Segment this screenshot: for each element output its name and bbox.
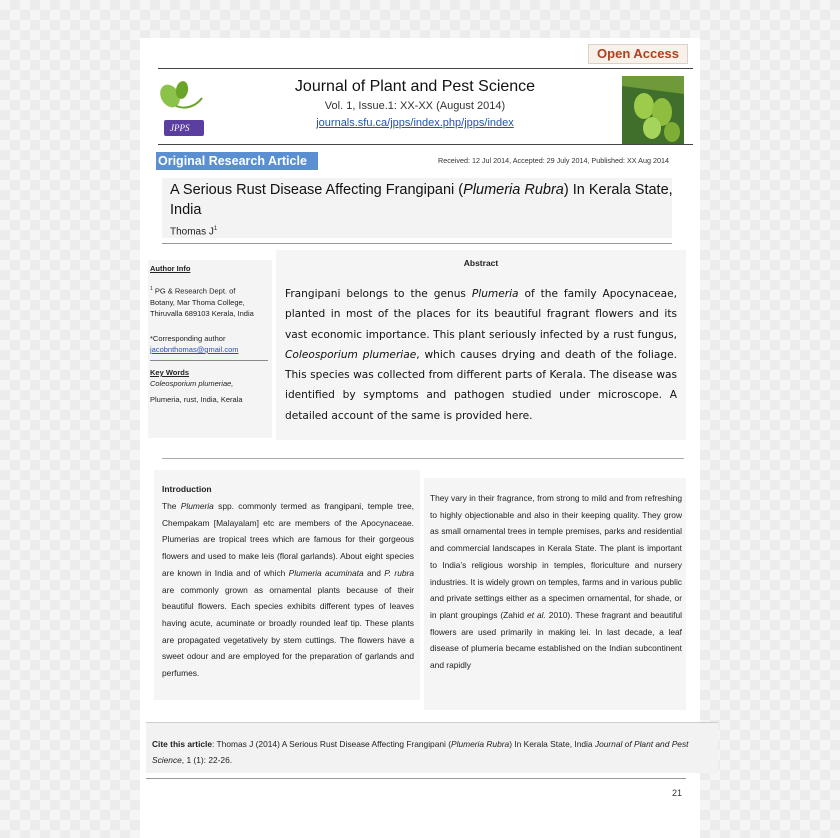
article-type-label: Original Research Article [156,152,318,170]
introduction-left-column: The Plumeria spp. commonly termed as frangipani, temple tree, Chempakam [Malayalam] etc are members of the Apocynaceae. Plumerias are tropical trees which are famous for their gorgeous flowers and used to make leis (floral garlands). About eight species are known in India and of which Plumeria acuminata and P. rubra are commonly grown as ornamental plants because of their beautiful flowers. Each species exhibits different types of leaves having acute, acuminate or broadly rounded leaf tip. These plants are propagated vegetatively by stem cuttings. The flowers have a sweet odour and are employed for the preparation of garlands and perfumes. [162,501,414,679]
author-name: Thomas $J^1$ [170,226,218,238]
email-link[interactable]: jacobnthomas@gmail.com [150,345,239,354]
article-title: A Serious Rust Disease Affecting Frangipani (Plumeria Rubra) In Kerala State, India [170,182,673,218]
citation: Cite this article: Thomas J (2014) A Serious Rust Disease Affecting Frangipani (Plumeria Rubra) In Kerala State, India Journal of Plant and Pest Science, 1 (1): 22-26. [152,739,689,765]
header-rule-top [158,68,693,69]
page-number: 21 [672,788,683,798]
journal-volume: Vol. 1, Issue.1: XX-XX (August 2014) [324,100,506,112]
received-dates: Received: 12 Jul 2014, Accepted: 29 July 2014, Published: XX Aug 2014 [438,156,669,165]
jpps-logo-icon [156,76,214,140]
introduction-heading: Introduction [162,484,212,494]
section-rule [162,458,684,459]
corresponding-author: *Corresponding author [150,334,226,343]
footer-rule [146,778,686,779]
logo-text: JPPS [170,123,190,133]
journal-url-link[interactable]: journals.sfu.ca/jpps/index.php/jpps/index [316,117,514,129]
author-info-heading: Author Info [150,264,191,273]
paper-page [140,38,700,838]
mango-photo-icon [622,76,684,144]
author-rule [162,243,672,244]
journal-title: Journal of Plant and Pest Science [294,78,536,95]
keywords-heading: Key Words [150,368,190,377]
keywords-list: Plumeria, rust, India, Kerala [150,395,243,404]
keywords-italic: Coleosporium plumeriae, [150,379,234,388]
introduction-right-column: They vary in their fragrance, from strong to mild and from refreshing to highly objectionable and also in their keeping quality. They grow as small ornamental trees in temple premises, parks and residential and commercial landscapes in Kerala State. The plant is important to India’s religious worship in temples, floriculture and nursery industries. It is widely grown on temples, farms and in various public and private settings either as a specimen ornamental, for shade, or in plant groupings (Zahid et al. 2010). These fragrant and beautiful flowers are used primarily in making lei. In last decade, a leaf disease of plumeria became established on the Indian subcontinent and rapidly [430,493,682,671]
abstract-text: Frangipani belongs to the genus Plumeria of the family Apocynaceae, planted in most of the places for its beautiful fragrant flowers and its vast economic importance. This plant seriously infected by a rust fungus, Coleosporium plumeriae, which causes drying and death of the foliage. This species was collected from different parts of Kerala. The disease was identified by symptoms and pathogen studied under microscope. A detailed account of the same is provided here. [285,288,677,422]
header-rule-bottom [158,144,693,145]
open-access-badge: Open Access [588,44,688,64]
affiliation: $^1$ PG & Research Dept. of Botany, Mar Thoma College, Thiruvalla 689103 Kerala, India [150,286,254,318]
sidebar-rule [150,360,268,361]
abstract-heading: Abstract [463,258,499,268]
